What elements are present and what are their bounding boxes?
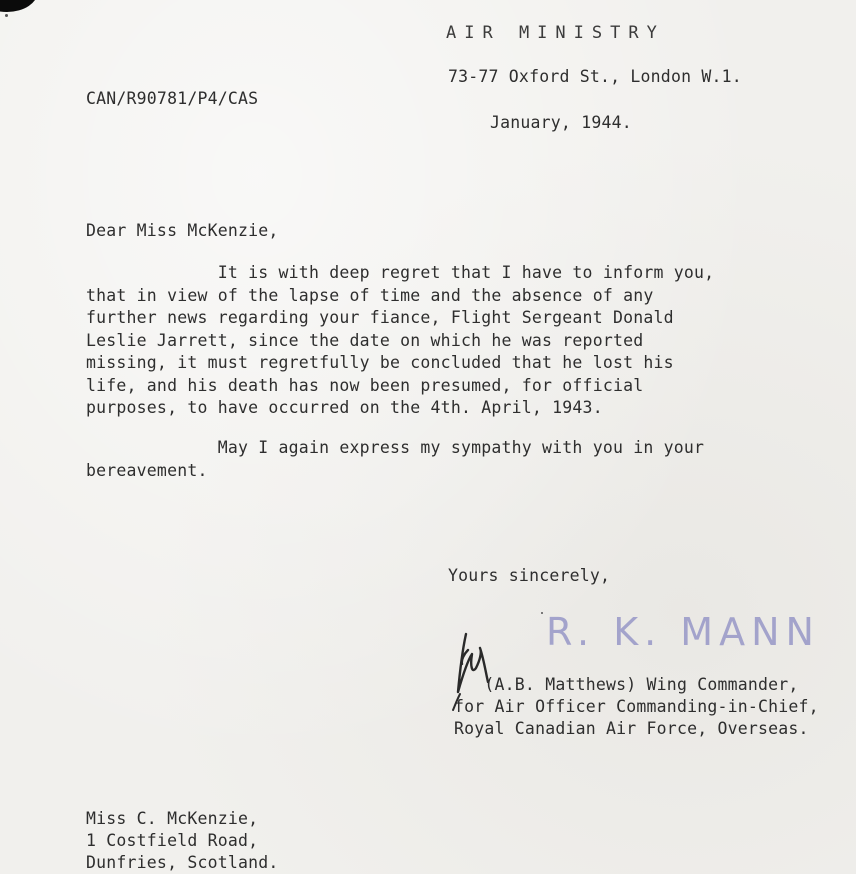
body-paragraph-2: May I again express my sympathy with you in your bereavement.: [86, 438, 705, 480]
recipient-address: Miss C. McKenzie, 1 Costfield Road, Dunfries, Scotland.: [86, 809, 279, 872]
paper-speck: [541, 612, 543, 614]
signature-block: (A.B. Matthews) Wing Commander, for Air Officer Commanding-in-Chief, Royal Canadian Air Force, Overseas.: [454, 675, 819, 738]
letterhead-department: AIR MINISTRY: [446, 23, 665, 43]
name-stamp: R. K. MANN: [546, 610, 820, 654]
paper-speck: [5, 14, 8, 17]
reference-number: CAN/R90781/P4/CAS: [86, 89, 259, 108]
body-paragraph-1: It is with deep regret that I have to inform you, that in view of the lapse of time and the absence of any further news regarding your fiance, Flight Sergeant Donald Leslie Jarrett, since the date on which he was reported missing, it must regretfully be concluded that he lost his life, and his death has now been presumed, for official purposes, to have occurred on the 4th. April, 1943.: [86, 263, 715, 417]
letter-date: January, 1944.: [490, 113, 632, 132]
letterhead-address: 73-77 Oxford St., London W.1.: [448, 67, 742, 86]
closing: Yours sincerely,: [448, 566, 611, 585]
salutation: Dear Miss McKenzie,: [86, 221, 279, 240]
ink-blot: [0, 0, 38, 12]
